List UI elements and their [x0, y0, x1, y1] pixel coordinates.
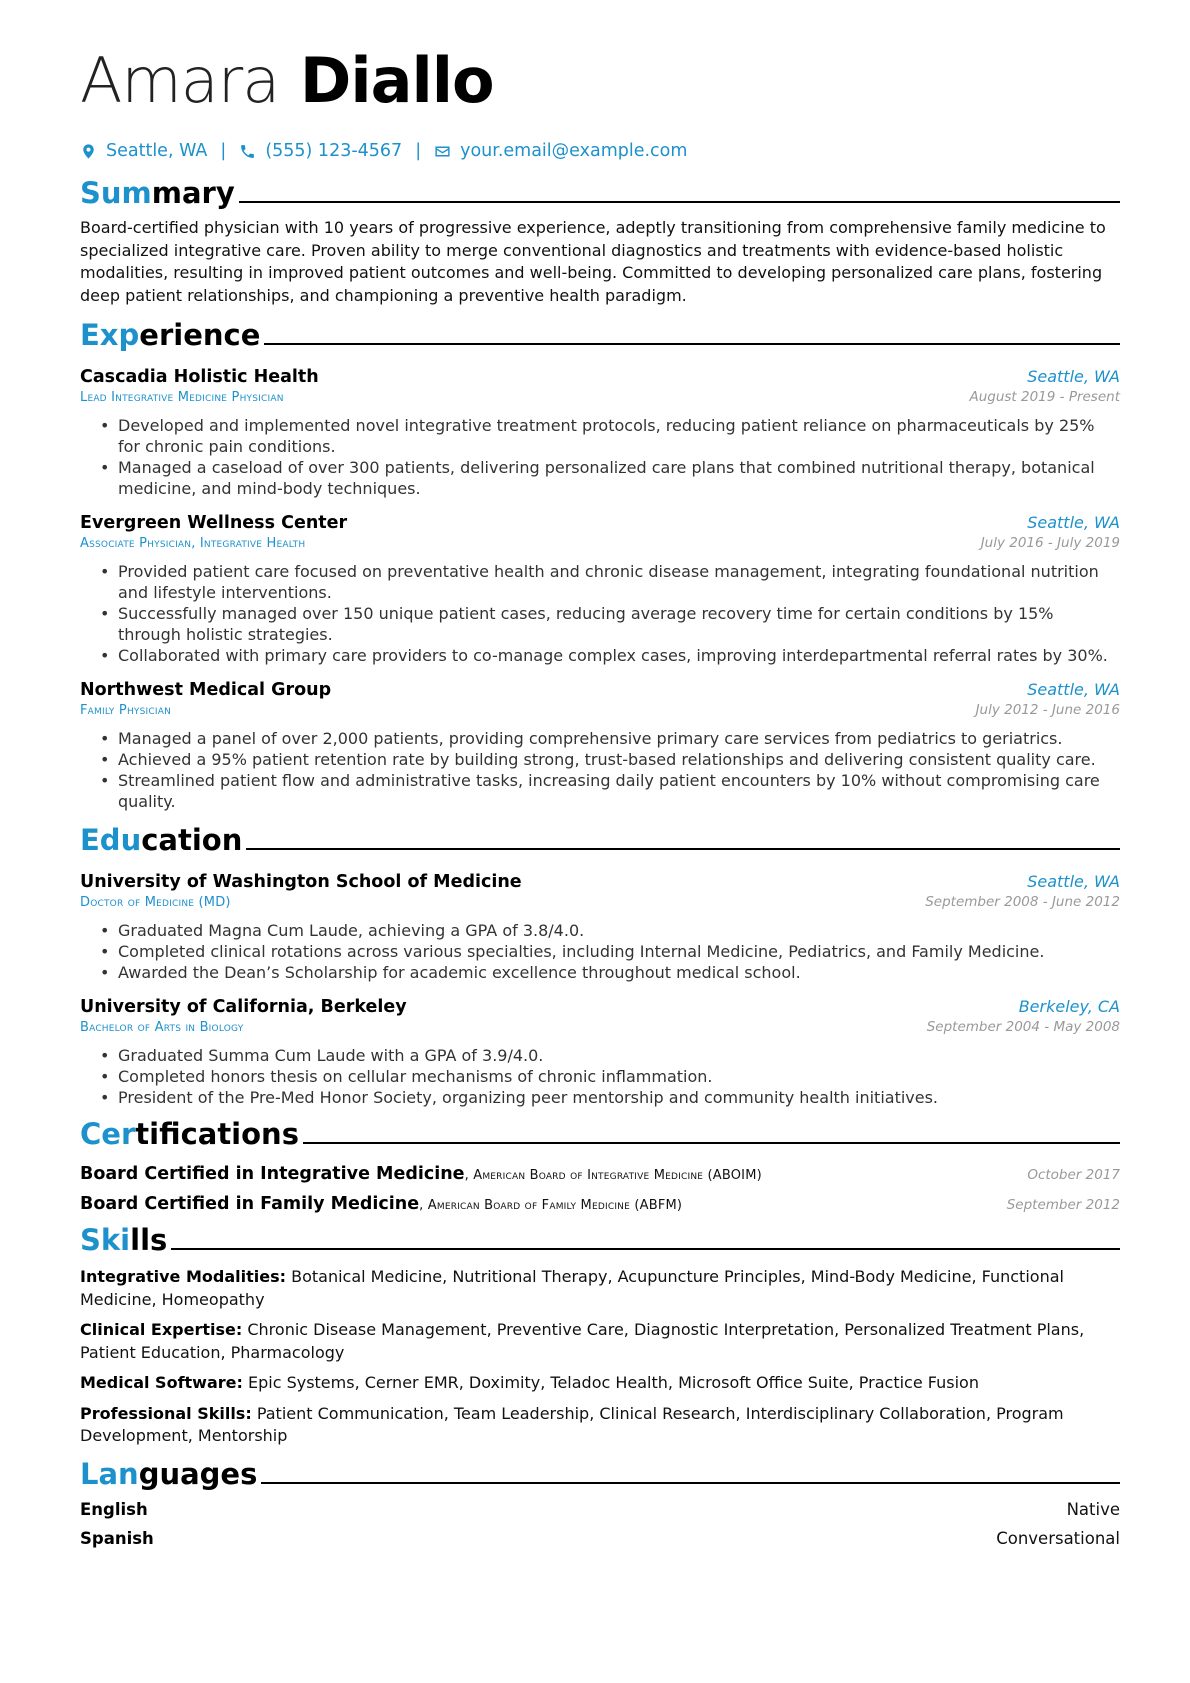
education-entry: [80, 872, 1120, 983]
last-name: Diallo: [299, 44, 494, 117]
language-name: English: [80, 1499, 148, 1519]
section-rule: [171, 1248, 1120, 1250]
section-rule: [264, 343, 1120, 345]
employer-name: Cascadia Holistic Health: [80, 367, 319, 387]
skill-category: Professional Skills:: [80, 1403, 252, 1423]
location-contact: [80, 141, 207, 161]
certifications-section: [80, 1116, 1120, 1214]
bullet-item: • Successfully managed over 150 unique patient cases, reducing average recovery time for certain conditions by 15% through holistic strategies.: [100, 603, 1120, 645]
section-title: [80, 822, 242, 858]
candidate-name: [80, 45, 1120, 117]
experience-entry: [80, 513, 1120, 666]
certification-name: Board Certified in Family Medicine: [80, 1194, 420, 1214]
skill-row: [80, 1266, 1120, 1311]
entry-location: Seattle, WA: [1027, 513, 1120, 532]
experience-entry: [80, 367, 1120, 499]
education-section: [80, 822, 1120, 1108]
section-title-rest: guages: [138, 1456, 258, 1491]
bullet-item: • Collaborated with primary care providers to co-manage complex cases, improving interdepartmental referral rates by 30%.: [100, 645, 1120, 666]
bullet-item: • Graduated Magna Cum Laude, achieving a GPA of 3.8/4.0.: [100, 920, 1120, 941]
degree-title: Doctor of Medicine (MD): [80, 895, 231, 910]
phone-text[interactable]: (555) 123-4567: [265, 141, 403, 161]
bullet-item: • Achieved a 95% patient retention rate by building strong, trust-based relationships and delivering consistent quality care.: [100, 749, 1120, 770]
skill-list: Chronic Disease Management, Preventive Care, Diagnostic Interpretation, Personalized Treatment Plans, Patient Education, Pharmacology: [80, 1320, 1085, 1362]
languages-header: [80, 1456, 1120, 1492]
section-title-rest: cation: [141, 823, 243, 857]
entry-date: August 2019 - Present: [969, 389, 1120, 405]
section-title: [80, 1456, 257, 1492]
section-title-accent: Lan: [80, 1456, 139, 1491]
email-contact[interactable]: [434, 141, 687, 161]
certification-date: September 2012: [1006, 1197, 1120, 1213]
entry-location: Seattle, WA: [1027, 680, 1120, 699]
experience-section: [80, 317, 1120, 812]
certifications-header: [80, 1116, 1120, 1152]
section-title: [80, 175, 235, 211]
skills-section: [80, 1222, 1120, 1448]
resume-content: [80, 45, 1120, 1548]
skill-list: Epic Systems, Cerner EMR, Doximity, Teladoc Health, Microsoft Office Suite, Practice Fusion: [242, 1373, 979, 1392]
section-title-accent: Edu: [80, 823, 142, 857]
language-row: [80, 1500, 1120, 1519]
skill-category: Medical Software:: [80, 1373, 243, 1392]
section-rule: [239, 201, 1120, 203]
entry-location: Seattle, WA: [1027, 367, 1120, 386]
bullet-item: • Awarded the Dean’s Scholarship for academic excellence throughout medical school.: [100, 962, 1120, 983]
contact-separator: |: [220, 141, 227, 161]
skill-category: Integrative Modalities:: [80, 1267, 287, 1286]
contact-info: [80, 139, 1120, 163]
school-name: University of Washington School of Medicine: [80, 872, 522, 892]
certification-item: [80, 1194, 1120, 1214]
section-title-rest: erience: [139, 318, 261, 352]
location-text: Seattle, WA: [106, 141, 208, 161]
degree-title: Bachelor of Arts in Biology: [80, 1020, 244, 1035]
map-pin-icon: [80, 143, 97, 160]
section-title-accent: Cer: [80, 1117, 136, 1151]
envelope-icon: [434, 143, 451, 160]
phone-contact[interactable]: [239, 141, 402, 161]
bullet-item: • Managed a caseload of over 300 patients, delivering personalized care plans that combined nutritional therapy, botanical medicine, and mind-body techniques.: [100, 457, 1120, 499]
skill-row: [80, 1403, 1120, 1448]
first-name: Amara: [80, 44, 280, 117]
certification-date: October 2017: [1027, 1167, 1120, 1183]
entry-date: July 2016 - July 2019: [980, 535, 1120, 551]
experience-header: [80, 317, 1120, 353]
section-title-accent: Sum: [80, 176, 152, 210]
job-title: Lead Integrative Medicine Physician: [80, 390, 284, 405]
languages-section: [80, 1456, 1120, 1548]
bullet-item: • Managed a panel of over 2,000 patients, providing comprehensive primary care services from pediatrics to geriatrics.: [100, 728, 1120, 749]
summary-section: [80, 175, 1120, 307]
entry-location: Seattle, WA: [1027, 872, 1120, 891]
section-title: [80, 317, 260, 353]
section-title-rest: tifications: [135, 1117, 299, 1151]
experience-entry: [80, 680, 1120, 812]
skill-list: Botanical Medicine, Nutritional Therapy, Acupuncture Principles, Mind-Body Medicine, Functional Medicine, Homeopathy: [80, 1267, 1064, 1309]
skill-category: Clinical Expertise:: [80, 1320, 243, 1339]
bullet-item: • Provided patient care focused on preventative health and chronic disease management, integrating foundational nutrition and lifestyle interventions.: [100, 561, 1120, 603]
certification-name: Board Certified in Integrative Medicine: [80, 1164, 465, 1184]
bullet-list: [80, 561, 1120, 666]
skills-header: [80, 1222, 1120, 1258]
bullet-list: [80, 920, 1120, 983]
job-title: Family Physician: [80, 703, 172, 718]
entry-date: September 2004 - May 2008: [926, 1019, 1120, 1035]
summary-header: [80, 175, 1120, 211]
education-header: [80, 822, 1120, 858]
section-title-rest: mary: [151, 176, 235, 210]
certification-issuer: , American Board of Family Medicine (ABFM): [419, 1198, 683, 1213]
skill-list: Patient Communication, Team Leadership, Clinical Research, Interdisciplinary Collaboration, Program Development, Mentorship: [80, 1403, 1064, 1445]
bullet-list: [80, 1045, 1120, 1108]
bullet-item: • Developed and implemented novel integrative treatment protocols, reducing patient reliance on pharmaceuticals by 25% for chronic pain conditions.: [100, 415, 1120, 457]
bullet-item: • Completed honors thesis on cellular mechanisms of chronic inflammation.: [100, 1066, 1120, 1087]
bullet-item: • Graduated Summa Cum Laude with a GPA of 3.9/4.0.: [100, 1045, 1120, 1066]
bullet-list: [80, 728, 1120, 812]
section-rule: [261, 1482, 1120, 1484]
school-name: University of California, Berkeley: [80, 997, 407, 1017]
entry-date: July 2012 - June 2016: [975, 702, 1120, 718]
certification-issuer: , American Board of Integrative Medicine (ABOIM): [464, 1168, 762, 1183]
section-title: [80, 1116, 299, 1152]
section-title: [80, 1222, 167, 1258]
language-level: Native: [1066, 1499, 1120, 1519]
section-rule: [303, 1142, 1120, 1144]
language-row: [80, 1529, 1120, 1548]
employer-name: Northwest Medical Group: [80, 680, 332, 700]
entry-date: September 2008 - June 2012: [925, 894, 1120, 910]
skill-row: [80, 1319, 1120, 1364]
section-title-accent: Ski: [80, 1223, 131, 1257]
section-title-rest: lls: [130, 1223, 168, 1257]
bullet-item: • President of the Pre-Med Honor Society, organizing peer mentorship and community health initiatives.: [100, 1087, 1120, 1108]
section-rule: [246, 848, 1120, 850]
employer-name: Evergreen Wellness Center: [80, 513, 348, 533]
language-name: Spanish: [80, 1528, 154, 1548]
contact-separator: |: [415, 141, 422, 161]
summary-text: Board-certified physician with 10 years of progressive experience, adeptly transitioning from comprehensive family medicine to specialized integrative care. Proven ability to merge conventional diagnostics and treatments with evidence-based holistic modalities, resulting in improved patient outcomes and well-being. Committed to developing personalized care plans, fostering deep patient relationships, and championing a preventive health paradigm.: [80, 218, 1106, 305]
phone-icon: [239, 143, 256, 160]
section-title-accent: Exp: [80, 318, 140, 352]
entry-location: Berkeley, CA: [1018, 997, 1120, 1016]
skill-row: [80, 1372, 1120, 1395]
language-level: Conversational: [996, 1528, 1120, 1548]
education-entry: [80, 997, 1120, 1108]
job-title: Associate Physician, Integrative Health: [80, 536, 306, 551]
email-link[interactable]: your.email@example.com: [460, 141, 688, 161]
bullet-item: • Completed clinical rotations across various specialties, including Internal Medicine, Pediatrics, and Family Medicine.: [100, 941, 1120, 962]
certification-item: [80, 1164, 1120, 1184]
bullet-item: • Streamlined patient flow and administrative tasks, increasing daily patient encounters by 10% without compromising care quality.: [100, 770, 1120, 812]
bullet-list: [80, 415, 1120, 499]
